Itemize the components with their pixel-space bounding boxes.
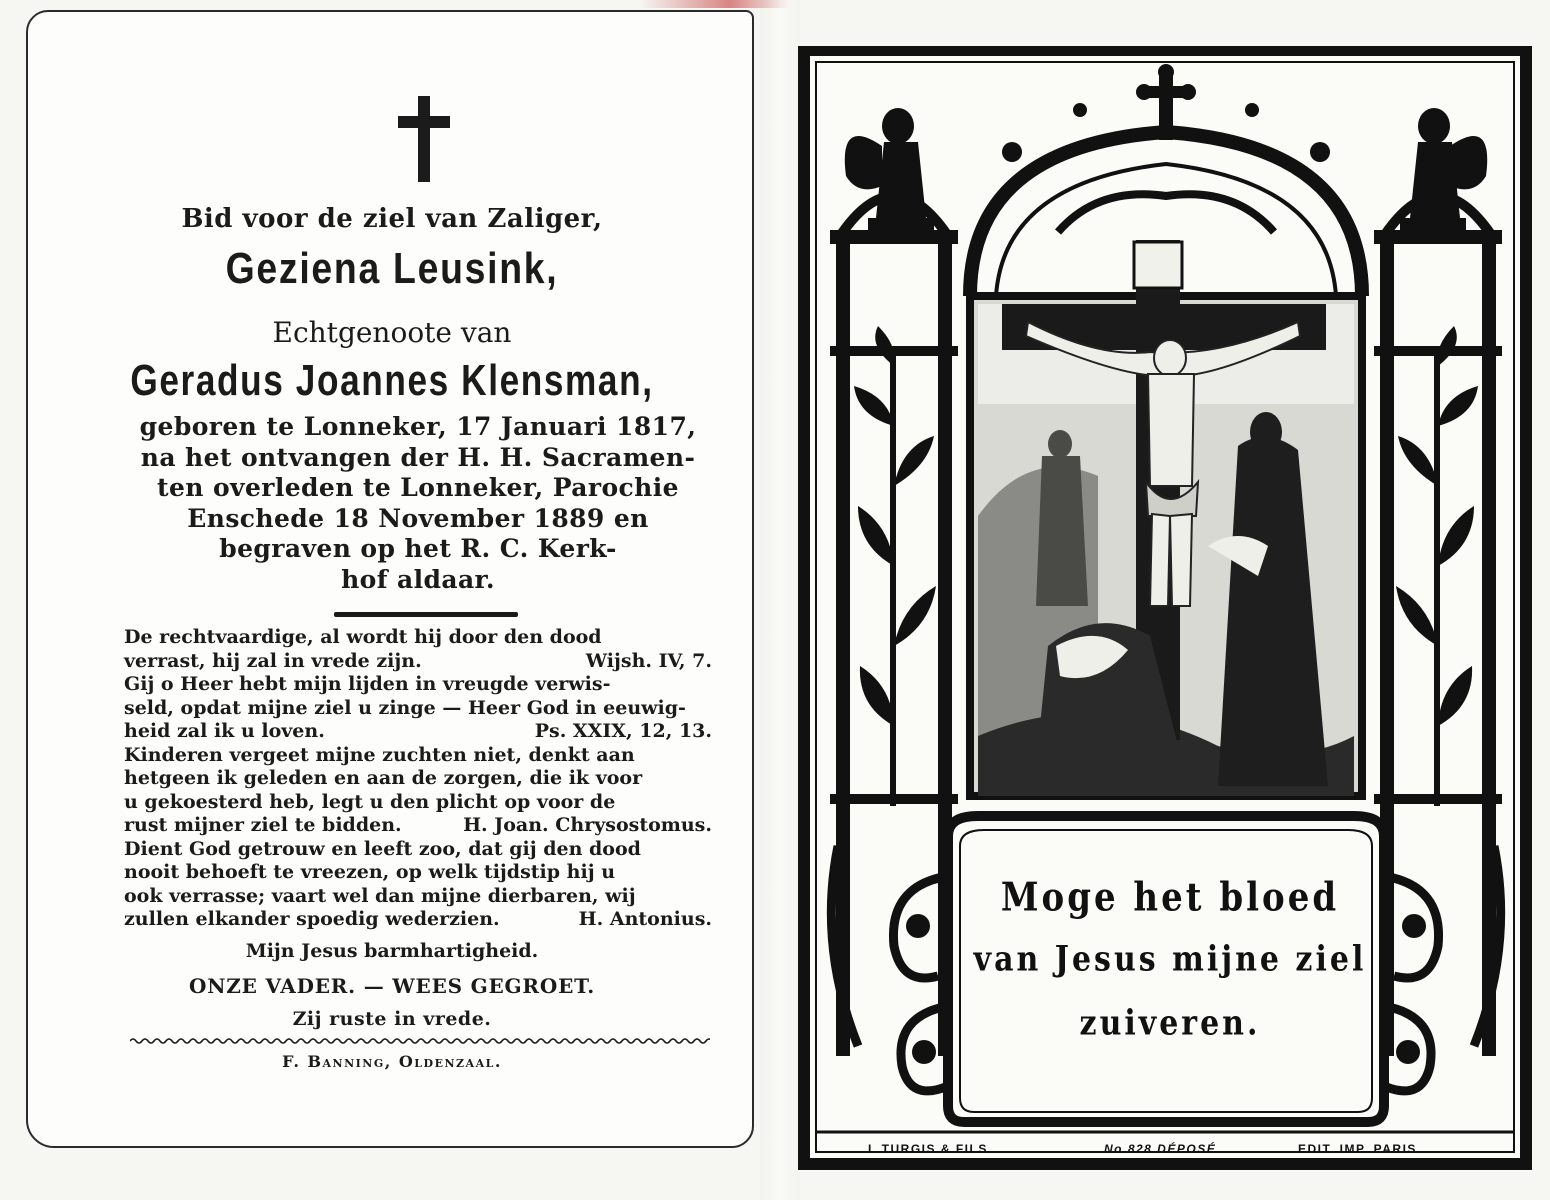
closing-prayers: ONZE VADER. — WEES GEGROET.	[188, 974, 595, 998]
divider-rule	[334, 612, 518, 617]
verse-line: verrast, hij zal in vrede zijn. Wijsh. IV, 7.	[124, 649, 712, 672]
biography-block	[118, 412, 718, 595]
verse-line: Kinderen vergeet mijne zuchten niet, denkt aan	[124, 743, 635, 766]
verse-line: zullen elkander spoedig wederzien. H. Antonius.	[124, 908, 712, 930]
verse-line: heid zal ik u loven. Ps. XXIX, 12, 13.	[124, 720, 712, 742]
devotional-image-card	[798, 46, 1532, 1172]
verse-line: Dient God getrouw en leeft zoo, dat gij den dood	[124, 837, 641, 860]
memorial-text-card	[26, 10, 754, 1148]
bio-line: ten overleden te Lonneker, Parochie	[157, 473, 679, 502]
scan-edge-mark	[640, 0, 790, 8]
wavy-divider	[130, 1036, 710, 1046]
scan-gutter	[760, 0, 800, 1200]
closing-rest: Zij ruste in vrede.	[292, 1008, 492, 1030]
motto-line: Moge het bloed	[1000, 875, 1340, 921]
verse-line: seld, opdat mijne ziel u zinge — Heer God in eeuwig-	[124, 696, 686, 719]
bio-line: geboren te Lonneker, 17 Januari 1817,	[139, 412, 697, 441]
verse-line: Gij o Heer hebt mijn lijden in vreugde verwis-	[124, 673, 611, 695]
scripture-verses	[124, 626, 712, 932]
imprint-city: EDIT. IMP. PARIS.	[1298, 1142, 1422, 1156]
bio-line: na het ontvangen der H. H. Sacramen-	[140, 442, 696, 472]
verse-line: u gekoesterd heb, legt u den plicht op voor de	[124, 790, 616, 813]
bio-line: Enschede 18 November 1889 en	[187, 503, 649, 533]
spouse-label: Echtgenoote van	[272, 316, 512, 349]
verse-line: rust mijner ziel te bidden. H. Joan. Chrysostomus.	[124, 814, 712, 836]
printer-credit: F. Banning, Oldenzaal.	[282, 1052, 502, 1071]
closing-invocation: Mijn Jesus barmhartigheid.	[245, 940, 539, 962]
motto-line: zuiveren.	[1079, 1003, 1261, 1044]
verse-line: nooit behoeft te vreezen, op welk tijdstip hij u	[124, 861, 616, 883]
cross-icon	[396, 94, 452, 186]
imprint-publisher: L.TURGIS & FILS	[868, 1142, 988, 1156]
bio-line: hof aldaar.	[341, 564, 495, 594]
prayer-heading: Bid voor de ziel van Zaliger,	[181, 204, 603, 234]
deceased-name: Geziena Leusink,	[225, 244, 559, 293]
spouse-name: Geradus Joannes Klensman,	[130, 356, 654, 405]
verse-line: hetgeen ik geleden en aan de zorgen, die ik voor	[124, 767, 643, 789]
motto-line: van Jesus mijne ziel	[973, 939, 1367, 980]
lily-left	[854, 326, 936, 806]
bio-line: begraven op het R. C. Kerk-	[219, 534, 617, 563]
verse-line: ook verrasse; vaart wel dan mijne dierbaren, wij	[124, 884, 636, 907]
imprint-number: No 828 DÉPOSÉ	[1104, 1142, 1217, 1156]
lily-right	[1396, 326, 1478, 806]
verse-line: De rechtvaardige, al wordt hij door den dood	[124, 626, 602, 648]
